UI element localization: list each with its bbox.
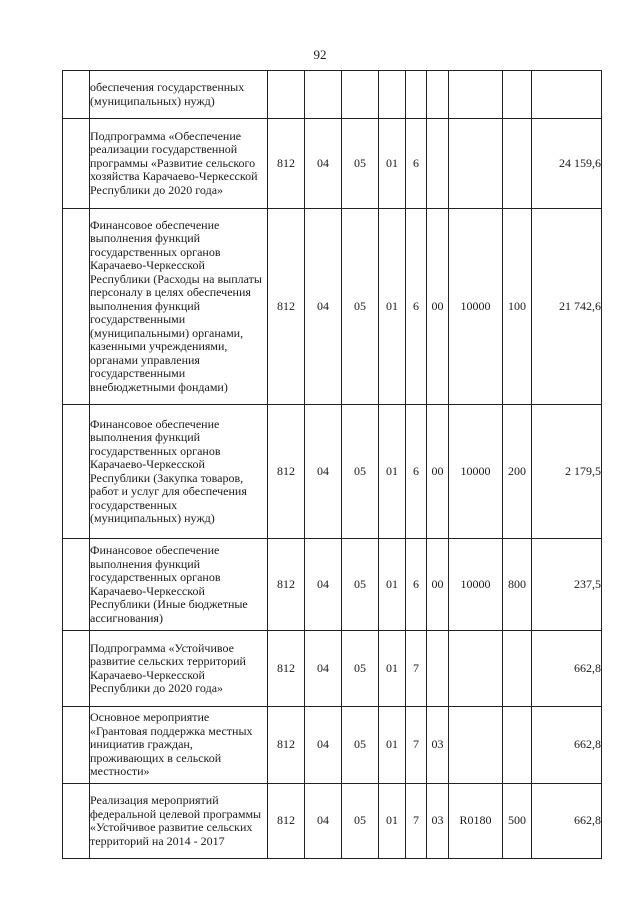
direction-code-cell: R0180 bbox=[449, 784, 503, 859]
sum-cell bbox=[532, 71, 602, 119]
name-cell: Реализация мероприятий федеральной целевой программы «Устойчивое развитие сельских территорий на 2014 - 2017 bbox=[90, 784, 268, 859]
direction-code-cell bbox=[449, 71, 503, 119]
program-code-cell: 01 bbox=[379, 539, 406, 631]
sum-cell: 662,8 bbox=[532, 707, 602, 784]
index-cell bbox=[63, 405, 90, 539]
subprogram-code-cell: 6 bbox=[406, 539, 427, 631]
grbs-cell: 812 bbox=[268, 784, 305, 859]
sum-cell: 662,8 bbox=[532, 784, 602, 859]
expense-type-cell bbox=[503, 71, 532, 119]
direction-code-cell: 10000 bbox=[449, 209, 503, 405]
sum-cell: 662,8 bbox=[532, 631, 602, 707]
rz-cell: 04 bbox=[305, 539, 342, 631]
activity-code-cell: 00 bbox=[427, 405, 449, 539]
rz-cell: 04 bbox=[305, 119, 342, 209]
expense-type-cell: 500 bbox=[503, 784, 532, 859]
sum-cell: 24 159,6 bbox=[532, 119, 602, 209]
rz-cell: 04 bbox=[305, 631, 342, 707]
direction-code-cell: 10000 bbox=[449, 405, 503, 539]
sum-cell: 237,5 bbox=[532, 539, 602, 631]
index-cell bbox=[63, 539, 90, 631]
rz-cell: 04 bbox=[305, 405, 342, 539]
name-cell: Подпрограмма «Устойчивое развитие сельских территорий Карачаево-Черкесской Республики до 2020 года» bbox=[90, 631, 268, 707]
rz-cell: 04 bbox=[305, 784, 342, 859]
pr-cell: 05 bbox=[342, 631, 379, 707]
expense-type-cell: 800 bbox=[503, 539, 532, 631]
pr-cell bbox=[342, 71, 379, 119]
expense-type-cell bbox=[503, 707, 532, 784]
pr-cell: 05 bbox=[342, 539, 379, 631]
name-cell: Финансовое обеспечение выполнения функций государственных органов Карачаево-Черкесской Республики (Закупка товаров, работ и услуг для обеспечения государственных (муниципальных) нужд) bbox=[90, 405, 268, 539]
subprogram-code-cell: 7 bbox=[406, 784, 427, 859]
grbs-cell: 812 bbox=[268, 209, 305, 405]
subprogram-code-cell: 7 bbox=[406, 707, 427, 784]
index-cell bbox=[63, 71, 90, 119]
activity-code-cell bbox=[427, 119, 449, 209]
grbs-cell bbox=[268, 71, 305, 119]
program-code-cell: 01 bbox=[379, 707, 406, 784]
program-code-cell: 01 bbox=[379, 209, 406, 405]
pr-cell: 05 bbox=[342, 707, 379, 784]
name-cell: обеспечения государственных (муниципальных) нужд) bbox=[90, 71, 268, 119]
name-cell: Основное мероприятие «Грантовая поддержка местных инициатив граждан, проживающих в сельской местности» bbox=[90, 707, 268, 784]
activity-code-cell: 03 bbox=[427, 784, 449, 859]
expense-type-cell: 100 bbox=[503, 209, 532, 405]
pr-cell: 05 bbox=[342, 405, 379, 539]
rz-cell bbox=[305, 71, 342, 119]
program-code-cell: 01 bbox=[379, 631, 406, 707]
expense-type-cell bbox=[503, 119, 532, 209]
table-row bbox=[63, 784, 602, 859]
pr-cell: 05 bbox=[342, 784, 379, 859]
grbs-cell: 812 bbox=[268, 707, 305, 784]
table-row bbox=[63, 119, 602, 209]
grbs-cell: 812 bbox=[268, 405, 305, 539]
subprogram-code-cell bbox=[406, 71, 427, 119]
table-row bbox=[63, 209, 602, 405]
name-cell: Финансовое обеспечение выполнения функций государственных органов Карачаево-Черкесской Республики (Иные бюджетные ассигнования) bbox=[90, 539, 268, 631]
activity-code-cell bbox=[427, 631, 449, 707]
pr-cell: 05 bbox=[342, 119, 379, 209]
direction-code-cell bbox=[449, 707, 503, 784]
direction-code-cell: 10000 bbox=[449, 539, 503, 631]
sum-cell: 21 742,6 bbox=[532, 209, 602, 405]
subprogram-code-cell: 6 bbox=[406, 405, 427, 539]
rz-cell: 04 bbox=[305, 209, 342, 405]
table-row bbox=[63, 405, 602, 539]
pr-cell: 05 bbox=[342, 209, 379, 405]
budget-table bbox=[62, 70, 602, 859]
activity-code-cell: 00 bbox=[427, 209, 449, 405]
grbs-cell: 812 bbox=[268, 539, 305, 631]
table-row bbox=[63, 631, 602, 707]
program-code-cell: 01 bbox=[379, 119, 406, 209]
activity-code-cell bbox=[427, 71, 449, 119]
index-cell bbox=[63, 631, 90, 707]
sum-cell: 2 179,5 bbox=[532, 405, 602, 539]
name-cell: Финансовое обеспечение выполнения функций государственных органов Карачаево-Черкесской Республики (Расходы на выплаты персоналу в целях обеспечения выполнения функций государственными (муниципальными) органами, казенными учреждениями, органами управления государственными внебюджетными фондами) bbox=[90, 209, 268, 405]
index-cell bbox=[63, 209, 90, 405]
direction-code-cell bbox=[449, 119, 503, 209]
subprogram-code-cell: 6 bbox=[406, 209, 427, 405]
table-row bbox=[63, 71, 602, 119]
program-code-cell bbox=[379, 71, 406, 119]
expense-type-cell bbox=[503, 631, 532, 707]
activity-code-cell: 03 bbox=[427, 707, 449, 784]
index-cell bbox=[63, 119, 90, 209]
page-number: 92 bbox=[313, 47, 327, 62]
table-row bbox=[63, 539, 602, 631]
activity-code-cell: 00 bbox=[427, 539, 449, 631]
table-row bbox=[63, 707, 602, 784]
grbs-cell: 812 bbox=[268, 119, 305, 209]
subprogram-code-cell: 6 bbox=[406, 119, 427, 209]
program-code-cell: 01 bbox=[379, 784, 406, 859]
grbs-cell: 812 bbox=[268, 631, 305, 707]
index-cell bbox=[63, 784, 90, 859]
subprogram-code-cell: 7 bbox=[406, 631, 427, 707]
rz-cell: 04 bbox=[305, 707, 342, 784]
name-cell: Подпрограмма «Обеспечение реализации государственной программы «Развитие сельского хозяйства Карачаево-Черкесской Республики до 2020 года» bbox=[90, 119, 268, 209]
index-cell bbox=[63, 707, 90, 784]
expense-type-cell: 200 bbox=[503, 405, 532, 539]
direction-code-cell bbox=[449, 631, 503, 707]
program-code-cell: 01 bbox=[379, 405, 406, 539]
